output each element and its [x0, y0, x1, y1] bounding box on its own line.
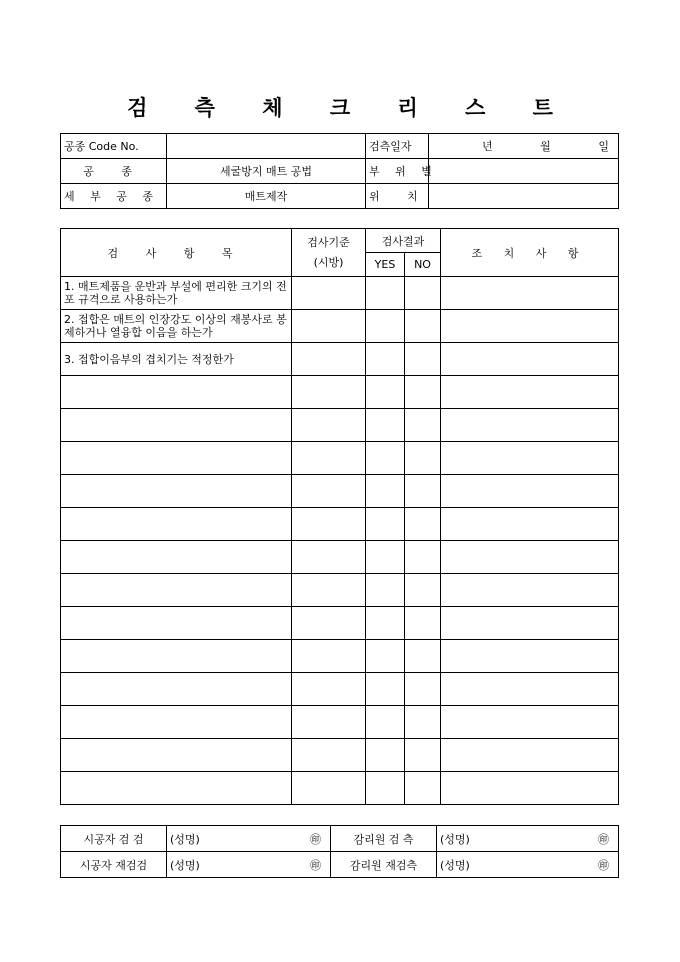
- checklist-action-cell[interactable]: [441, 277, 619, 310]
- checklist-row: [61, 739, 619, 772]
- name-placeholder: (성명): [170, 832, 200, 846]
- checklist-no-cell[interactable]: [405, 574, 441, 607]
- contractor-reinspect-label: 시공자 재검검: [61, 852, 167, 878]
- checklist-yes-cell[interactable]: [366, 376, 405, 409]
- detail-work-value[interactable]: 매트제작: [167, 184, 366, 209]
- checklist-action-cell[interactable]: [441, 508, 619, 541]
- checklist-standard-cell[interactable]: [292, 277, 366, 310]
- checklist-standard-cell[interactable]: [292, 574, 366, 607]
- checklist-action-cell[interactable]: [441, 739, 619, 772]
- info-row-code: [61, 134, 619, 159]
- supervisor-reinspect-label: 감리원 재검측: [331, 852, 437, 878]
- checklist-row: [61, 772, 619, 805]
- info-table: [60, 133, 619, 209]
- location-label: 위 치: [369, 190, 430, 203]
- checklist-action-cell[interactable]: [441, 442, 619, 475]
- checklist-no-cell[interactable]: [405, 442, 441, 475]
- checklist-yes-cell[interactable]: [366, 343, 405, 376]
- checklist-yes-cell[interactable]: [366, 541, 405, 574]
- info-row-detail: [61, 184, 619, 209]
- checklist-row: [61, 376, 619, 409]
- checklist-standard-cell[interactable]: [292, 409, 366, 442]
- checklist-standard-cell[interactable]: [292, 640, 366, 673]
- checklist-standard-cell[interactable]: [292, 607, 366, 640]
- checklist-standard-cell[interactable]: [292, 739, 366, 772]
- checklist-action-cell[interactable]: [441, 343, 619, 376]
- checklist-no-cell[interactable]: [405, 739, 441, 772]
- name-placeholder: (성명): [440, 858, 470, 872]
- signature-table: [60, 825, 619, 878]
- checklist-row: [61, 343, 619, 376]
- checklist-row: [61, 673, 619, 706]
- checklist-no-cell[interactable]: [405, 409, 441, 442]
- checklist-item-text[interactable]: [61, 772, 292, 805]
- header-standard: [292, 229, 366, 277]
- header-item: 검 사 항 목: [107, 246, 245, 260]
- part-label: 부 위 별: [369, 165, 438, 178]
- checklist-standard-cell[interactable]: [292, 343, 366, 376]
- checklist-rows: [61, 277, 619, 805]
- checklist-standard-cell[interactable]: [292, 442, 366, 475]
- info-row-type: [61, 159, 619, 184]
- work-code-label: 공종 Code No.: [61, 134, 167, 159]
- checklist-yes-cell[interactable]: [366, 574, 405, 607]
- checklist-yes-cell[interactable]: [366, 706, 405, 739]
- checklist-no-cell[interactable]: [405, 607, 441, 640]
- header-action: 조 치 사 항: [471, 246, 588, 260]
- signature-row-1: [61, 826, 619, 852]
- checklist-yes-cell[interactable]: [366, 310, 405, 343]
- checklist-no-cell[interactable]: [405, 706, 441, 739]
- checklist-item-text[interactable]: [61, 541, 292, 574]
- inspection-date-label: 검측일자: [366, 134, 429, 159]
- checklist-yes-cell[interactable]: [366, 739, 405, 772]
- supervisor-inspect-sign[interactable]: [437, 826, 619, 852]
- checklist-row: [61, 640, 619, 673]
- checklist-standard-cell[interactable]: [292, 376, 366, 409]
- checklist-yes-cell[interactable]: [366, 475, 405, 508]
- page-title: 검 측 체 크 리 스 트: [127, 95, 573, 120]
- header-standard-line1: 검사기준: [307, 235, 350, 249]
- checklist-header-row: [61, 229, 619, 253]
- checklist-item-text[interactable]: [61, 442, 292, 475]
- checklist-item-text[interactable]: 2. 접합은 매트의 인장강도 이상의 재봉사로 봉제하거나 열융합 이음을 하는가: [61, 310, 292, 343]
- checklist-action-cell[interactable]: [441, 541, 619, 574]
- checklist-yes-cell[interactable]: [366, 409, 405, 442]
- checklist-no-cell[interactable]: [405, 310, 441, 343]
- checklist-yes-cell[interactable]: [366, 640, 405, 673]
- checklist-action-cell[interactable]: [441, 475, 619, 508]
- header-yes: YES: [366, 253, 405, 277]
- checklist-item-text[interactable]: [61, 640, 292, 673]
- date-day-label: 일: [598, 140, 609, 153]
- work-type-label: 공 종: [83, 165, 144, 178]
- contractor-inspect-label: 시공자 검 검: [61, 826, 167, 852]
- checklist-no-cell[interactable]: [405, 673, 441, 706]
- checklist-yes-cell[interactable]: [366, 772, 405, 805]
- checklist-row: [61, 574, 619, 607]
- checklist-row: [61, 508, 619, 541]
- checklist-row: [61, 442, 619, 475]
- checklist-standard-cell[interactable]: [292, 508, 366, 541]
- checklist-item-text[interactable]: [61, 376, 292, 409]
- checklist-no-cell[interactable]: [405, 475, 441, 508]
- checklist-item-text[interactable]: [61, 475, 292, 508]
- seal-icon: ㊞: [310, 832, 321, 846]
- seal-icon: ㊞: [310, 858, 321, 872]
- checklist-action-cell[interactable]: [441, 607, 619, 640]
- checklist-row: [61, 475, 619, 508]
- date-month-label: 월: [540, 140, 551, 153]
- checklist-no-cell[interactable]: [405, 343, 441, 376]
- checklist-action-cell[interactable]: [441, 772, 619, 805]
- checklist-action-cell[interactable]: [441, 409, 619, 442]
- checklist-item-text[interactable]: [61, 739, 292, 772]
- checklist-no-cell[interactable]: [405, 640, 441, 673]
- checklist-standard-cell[interactable]: [292, 475, 366, 508]
- supervisor-inspect-label: 감리원 검 측: [331, 826, 437, 852]
- work-type-value[interactable]: 세굴방지 매트 공법: [167, 159, 366, 184]
- location-value[interactable]: [429, 184, 619, 209]
- checklist-action-cell[interactable]: [441, 640, 619, 673]
- checklist-standard-cell[interactable]: [292, 541, 366, 574]
- seal-icon: ㊞: [598, 832, 609, 846]
- checklist-no-cell[interactable]: [405, 376, 441, 409]
- name-placeholder: (성명): [170, 858, 200, 872]
- checklist-row: [61, 706, 619, 739]
- contractor-reinspect-sign[interactable]: [167, 852, 331, 878]
- header-no: NO: [405, 253, 441, 277]
- checklist-item-text[interactable]: 1. 매트제품을 운반과 부설에 편리한 크기의 전포 규격으로 사용하는가: [61, 277, 292, 310]
- part-value[interactable]: [429, 159, 619, 184]
- header-result: 검사결과: [366, 229, 441, 253]
- checklist-item-text[interactable]: [61, 673, 292, 706]
- checklist-item-text[interactable]: [61, 607, 292, 640]
- checklist-action-cell[interactable]: [441, 376, 619, 409]
- checklist-row: [61, 409, 619, 442]
- checklist-item-text[interactable]: 3. 접합이음부의 겹치기는 적정한가: [61, 343, 292, 376]
- checklist-no-cell[interactable]: [405, 541, 441, 574]
- checklist-no-cell[interactable]: [405, 508, 441, 541]
- checklist-no-cell[interactable]: [405, 772, 441, 805]
- detail-work-label: 세 부 공 종: [64, 190, 159, 203]
- checklist-standard-cell[interactable]: [292, 706, 366, 739]
- checklist-row: [61, 310, 619, 343]
- contractor-inspect-sign[interactable]: [167, 826, 331, 852]
- checklist-action-cell[interactable]: [441, 574, 619, 607]
- date-year-label: 년: [482, 140, 493, 153]
- checklist-table: [60, 228, 619, 805]
- checklist-row: [61, 541, 619, 574]
- checklist-yes-cell[interactable]: [366, 277, 405, 310]
- header-standard-line2: (시방): [313, 255, 344, 269]
- seal-icon: ㊞: [598, 858, 609, 872]
- checklist-action-cell[interactable]: [441, 706, 619, 739]
- checklist-no-cell[interactable]: [405, 277, 441, 310]
- supervisor-reinspect-sign[interactable]: [437, 852, 619, 878]
- checklist-yes-cell[interactable]: [366, 607, 405, 640]
- checklist-item-text[interactable]: [61, 508, 292, 541]
- checklist-item-text[interactable]: [61, 706, 292, 739]
- name-placeholder: (성명): [440, 832, 470, 846]
- checklist-action-cell[interactable]: [441, 310, 619, 343]
- checklist-yes-cell[interactable]: [366, 673, 405, 706]
- checklist-standard-cell[interactable]: [292, 673, 366, 706]
- checklist-item-text[interactable]: [61, 574, 292, 607]
- checklist-row: [61, 607, 619, 640]
- signature-row-2: [61, 852, 619, 878]
- checklist-yes-cell[interactable]: [366, 508, 405, 541]
- checklist-row: [61, 277, 619, 310]
- work-code-value[interactable]: [167, 134, 366, 159]
- checklist-yes-cell[interactable]: [366, 442, 405, 475]
- checklist-standard-cell[interactable]: [292, 310, 366, 343]
- checklist-standard-cell[interactable]: [292, 772, 366, 805]
- checklist-action-cell[interactable]: [441, 673, 619, 706]
- checklist-item-text[interactable]: [61, 409, 292, 442]
- inspection-date-value[interactable]: [429, 134, 619, 159]
